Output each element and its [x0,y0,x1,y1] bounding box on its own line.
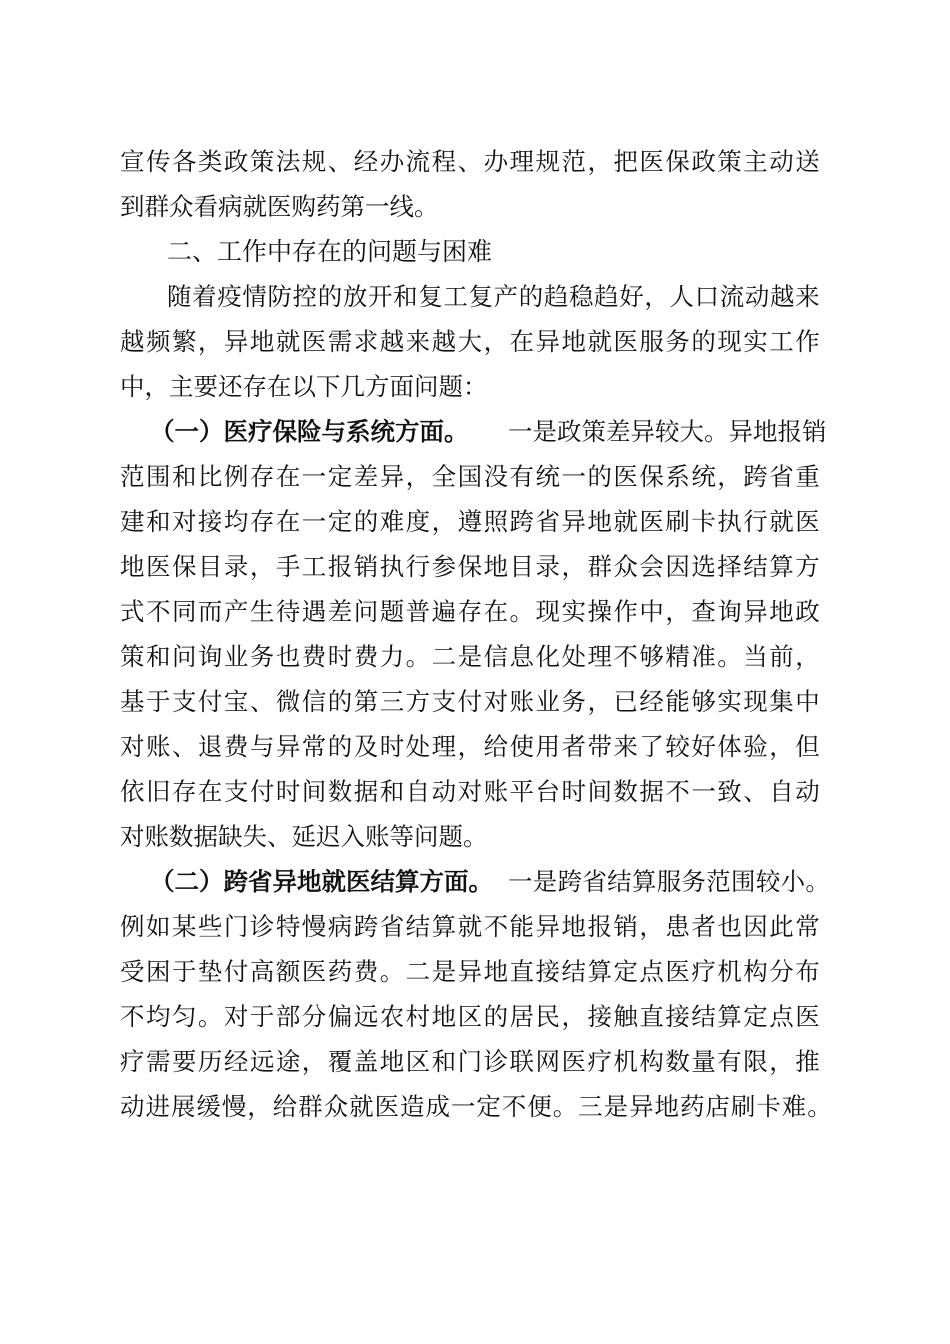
text-line: 对 账 、 退 费 与 异 常 的 及 时 处 理 ， 给 使 用 者 带 来 了 较 好 体 验 ， 但 [120,732,820,761]
text-line: 建 和 对 接 均 存 在 一 定 的 难 度 ， 遵 照 跨 省 异 地 就 医 刷 卡 执 行 就 医 [120,507,820,536]
text-line: 范 围 和 比 例 存 在 一 定 差 异 ， 全 国 没 有 统 一 的 医 保 系 统 ， 跨 省 重 [120,462,820,491]
text-line: 策 和 问 询 业 务 也 费 时 费 力 。 二 是 信 息 化 处 理 不 够 精 准 。 当 前 ， [120,642,820,671]
text-line: 受 困 于 垫 付 高 额 医 药 费 。 二 是 异 地 直 接 结 算 定 点 医 疗 机 构 分 布 [120,957,820,986]
text-line: 动 进 展 缓 慢 ， 给 群 众 就 医 造 成 一 定 不 便 。 三 是 异 地 药 店 刷 卡 难 。 [120,1092,832,1121]
text-line: 基 于 支 付 宝 、 微 信 的 第 三 方 支 付 对 账 业 务 ， 已 经 能 够 实 现 集 中 [120,687,820,716]
subsection-line [0,859,950,905]
section-heading: 二、工作中存在的问题与困难 [167,237,493,266]
text-line: 疗 需 要 历 经 远 途 ， 覆 盖 地 区 和 门 诊 联 网 医 疗 机 构 数 量 有 限 ， 推 [120,1047,820,1076]
text-line: 随 着 疫 情 防 控 的 放 开 和 复 工 复 产 的 趋 稳 趋 好 ， 人 口 流 动 越 来 [167,282,820,311]
text-line: 地 医 保 目 录 ， 手 工 报 销 执 行 参 保 地 目 录 ， 群 众 会 因 选 择 结 算 方 [120,552,820,581]
text-line: 不 均 匀 。 对 于 部 分 偏 远 农 村 地 区 的 居 民 ， 接 触 直 接 结 算 定 点 医 [120,1002,820,1031]
text-line: 越 频 繁 ， 异 地 就 医 需 求 越 来 越 大 ， 在 异 地 就 医 服 务 的 现 实 工 作 [120,327,820,356]
subsection-heading: （一）医疗保险与系统方面。 [150,417,469,446]
text-line: 到群众看病就医购药第一线。 [120,192,439,221]
text-line: 式 不 同 而 产 生 待 遇 差 问 题 普 遍 存 在 。 现 实 操 作 中 ， 查 询 异 地 政 [120,597,820,626]
text-line: 一 是 跨 省 结 算 服 务 范 围 较 小 。 [508,867,830,896]
text-line: 例 如 某 些 门 诊 特 慢 病 跨 省 结 算 就 不 能 异 地 报 销 ， 患 者 也 因 此 常 [120,912,820,941]
subsection-line [0,409,950,455]
subsection-heading: （二）跨省异地就医结算方面。 [150,867,493,896]
text-line: 对账数据缺失、延迟入账等问题。 [120,822,488,851]
text-line: 宣 传 各 类 政 策 法 规 、 经 办 流 程 、 办 理 规 范 ， 把 医 保 政 策 主 动 送 [120,147,820,176]
text-line: 中，主要还存在以下几方面问题： [120,372,488,401]
text-line: 依 旧 存 在 支 付 时 间 数 据 和 自 动 对 账 平 台 时 间 数 据 不 一 致 、 自 动 [120,777,820,806]
text-line: 一 是 政 策 差 异 较 大 。 异 地 报 销 [508,417,827,446]
